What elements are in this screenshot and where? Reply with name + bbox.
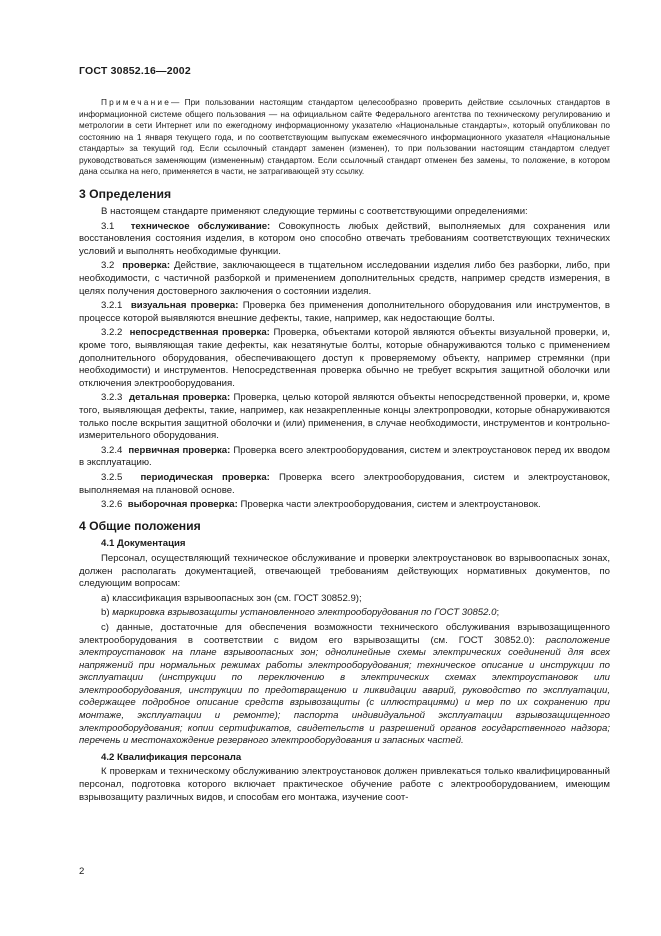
page-header-title: ГОСТ 30852.16—2002 <box>79 65 191 77</box>
definition-text: Проверка всего электрооборудования, систем и электроустановок перед их вводом в эксплуатацию. <box>79 444 610 469</box>
note-paragraph <box>79 97 610 178</box>
definition-text: Проверка части электрооборудования, систем и электроустановок. <box>240 499 541 511</box>
list-item-b <box>79 607 610 620</box>
list-item-b-marker: b) <box>101 607 110 619</box>
definition-text: Проверка, объектами которой являются объекты визуальной проверки, и, кроме того, выявляющая такие дефекты, как незатянутые болты, которые обнаруживаются только с применением дополнительного оборудования, обеспечивающего доступ к проверяемому объекту, например стремянки (при необходимости) и инструментов. Непосредственная проверка обычно не требует вскрытия защитной оболочки или отключения электрооборудования. <box>79 327 610 389</box>
definition-item <box>79 445 610 470</box>
subsection-4-2-heading: 4.2 Квалификация персонала <box>101 751 242 763</box>
definition-text: Проверка всего электрооборудования, систем и электроустановок, выполняемая на плановой основе. <box>79 471 610 496</box>
definition-term: проверка: <box>122 260 171 272</box>
list-item-a: а) классификация взрывоопасных зон (см. ГОСТ 30852.9); <box>101 592 362 604</box>
definition-text: Совокупность любых действий, выполняемых для сохранения или восстановления состояния изделия, в котором оно способно отвечать требованиям соответствующих технических условий и выполнять необходимые функции. <box>79 220 610 257</box>
page-content <box>79 97 610 806</box>
note-lead: Примечание <box>101 97 172 107</box>
definition-text: Действие, заключающееся в тщательном исследовании изделия либо без разборки, либо, при необходимости, с частичной разборкой и применением дополнительных средств, например средств измерения, в целях получения достоверного заключения о состоянии изделия. <box>79 260 610 297</box>
definition-number: 3.2.3 <box>101 392 123 404</box>
definition-number: 3.2.2 <box>101 327 123 339</box>
definition-text: Проверка, целью которой являются объекты непосредственной проверки, и, кроме того, выявляющая дефекты, такие, например, как незакрепленные концы электропроводки, которые обнаруживаются только после вскрытия защитной оболочки и (или) применения, в случае необходимости, инструментов и контрольно-измерительного оборудования. <box>79 392 610 442</box>
list-item-c-plain: c) данные, достаточные для обеспечения возможности технического обслуживания взрывозащищенного электрооборудования в соответствии с видом его взрывозащиты (см. ГОСТ 30852.0): <box>79 621 610 646</box>
definition-term: первичная проверка: <box>128 444 231 456</box>
definition-term: детальная проверка: <box>129 392 231 404</box>
definition-item <box>79 221 610 259</box>
definition-item <box>79 499 610 512</box>
list-item-c <box>79 622 610 748</box>
definition-item <box>79 260 610 298</box>
definition-term: визуальная проверка: <box>130 300 239 312</box>
definition-term: непосредственная проверка: <box>129 327 270 339</box>
definition-text: Проверка без применения дополнительного оборудования или инструментов, в процессе которой выявляются внешние дефекты, такие, например, как недостающие болты. <box>79 300 610 324</box>
definition-number: 3.2.1 <box>101 300 123 312</box>
definitions-list <box>79 221 610 512</box>
page-number: 2 <box>79 866 85 877</box>
list-item-c-italic: расположение электроустановок на плане взрывоопасных зон; однолинейные схемы электрических соединений для всех напряжений при нормальных режимах работы электрооборудования; техническое описание и инструкции по эксплуатации (инструкции по переключению в электрических схемах электроустановок или электрооборудования, инструкции по предотвращению и ликвидации аварий, руководство по эксплуатации, содержащее подробное описание средств взрывозащиты (с иллюстрациями) и мер по их сохранению при монтаже, эксплуатации и ремонте); паспорта индивидуальной эксплуатации взрывозащищенного электрооборудования; копии сертификатов, свидетельств и разрешений органов государственного надзора; перечень и местонахождение резервного электрооборудования и запасных частей. <box>79 634 610 747</box>
section-3-heading: 3 Определения <box>79 186 172 201</box>
definition-term: периодическая проверка: <box>140 471 270 483</box>
definition-number: 3.2.5 <box>101 471 123 483</box>
definition-term: техническое обслуживание: <box>130 220 271 232</box>
definition-number: 3.2.6 <box>101 499 123 511</box>
definition-term: выборочная проверка: <box>127 499 238 511</box>
list-item-b-end: ; <box>496 607 500 619</box>
subsection-4-1-intro: Персонал, осуществляющий техническое обслуживание и проверки электроустановок во взрывоопасных зонах, должен располагать документацией, отвечающей требованиям действующих нормативных документов, по следующим вопросам: <box>79 552 610 590</box>
section-4-heading: 4 Общие положения <box>79 518 201 533</box>
definition-item <box>79 327 610 390</box>
section-3-intro: В настоящем стандарте применяют следующие термины с соответствующими определениями: <box>101 206 528 218</box>
definition-item <box>79 392 610 442</box>
definition-number: 3.2.4 <box>101 444 123 456</box>
definition-item <box>79 300 610 325</box>
definition-number: 3.2 <box>101 260 115 272</box>
definition-number: 3.1 <box>101 220 115 232</box>
note-text: — При пользовании настоящим стандартом целесообразно проверить действие ссылочных стандартов в информационной системе общего пользования — на официальном сайте Федерального агентства по техническому регулированию и метрологии в сети Интернет или по ежегодному информационному указателю «Национальные стандарты», который опубликован по состоянию на 1 января текущего года, и по соответствующим выпускам ежемесячного информационного указателя «Национальные стандарты» за текущий год. Если ссылочный стандарт заменен (изменен), то при пользовании настоящим стандартом следует руководствоваться заменяющим (измененным) стандартом. Если ссылочный стандарт отменен без замены, то положение, в котором дана ссылка на него, применяется в части, не затрагивающей эту ссылку. <box>79 97 610 176</box>
list-item-b-text: маркировка взрывозащиты установленного электрооборудования по ГОСТ 30852.0 <box>112 607 497 619</box>
definition-item <box>79 472 610 497</box>
subsection-4-1-heading: 4.1 Документация <box>101 538 186 550</box>
subsection-4-2-text: К проверкам и техническому обслуживанию электроустановок должен привлекаться только квалифицированный персонал, подготовка которого включает практическое обучение работе с электрооборудованием, имеющим взрывозащиту различных видов, и способам его монтажа, изучение соот- <box>79 766 610 803</box>
